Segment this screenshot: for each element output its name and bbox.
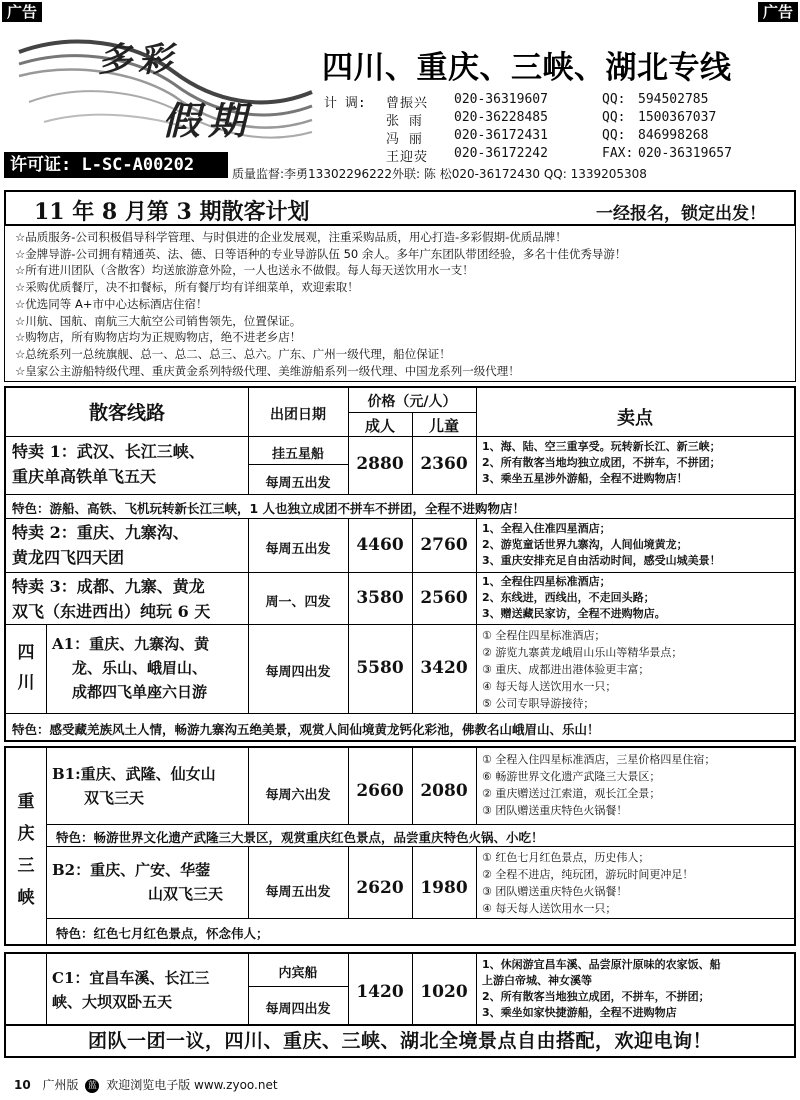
contact-fax-label: FAX: — [602, 146, 634, 161]
header-date: 出团日期 — [270, 407, 326, 423]
point-item: 2、所有散客当地均独立成团，不拼车，不拼团； — [482, 456, 721, 469]
route-line: 峡、大坝双卧五天 — [52, 993, 173, 1011]
tour-c1-adult-price: 1420 — [356, 982, 404, 1002]
bottom-banner: 团队一团一议，四川、重庆、三峡、湖北全境景点自由搭配，欢迎电询！ — [4, 1024, 796, 1058]
contact-name: 张 雨 — [386, 114, 423, 129]
tour-a1-points — [482, 627, 792, 712]
route-line: A1：重庆、九寨沟、黄 — [52, 635, 210, 653]
tour-table-hubei — [4, 952, 796, 1024]
region-chongqing-sanxia — [6, 786, 46, 914]
feature-item: ☆皇家公主游船特级代理、重庆黄金系列特级代理、美维游船系列一级代理、中国龙系列一级代理！ — [15, 363, 520, 378]
duocai-logo — [14, 32, 314, 150]
header-price: 价格（元/人） — [367, 394, 457, 410]
route-line: 山双飞三天 — [148, 885, 224, 903]
point-item: ③ 重庆、成都进出港体验更丰富； — [482, 663, 650, 676]
region-char: 川 — [17, 673, 35, 693]
region-char: 三 — [17, 856, 35, 876]
ad-label-right: 广告 — [758, 2, 798, 22]
tour-t1-special: 特色：游船、高铁、飞机玩转新长江三峡，1 人也独立成团不拼车不拼团，全程不进购物店！ — [12, 501, 526, 516]
contact-name: 冯 丽 — [386, 132, 423, 147]
tour-t1-points — [482, 439, 792, 487]
tour-b2-child-price: 1980 — [420, 878, 468, 898]
contact-phone: 020-36172242 — [454, 146, 548, 161]
paper-edition: 广州版 — [42, 1078, 79, 1092]
point-item: ⑥ 畅游世界文化遗产武隆三大景区； — [482, 770, 661, 783]
tour-a1-date: 每周四出发 — [265, 665, 331, 680]
route-line: B1:重庆、武隆、仙女山 — [52, 765, 216, 783]
tour-b1-special: 特色：畅游世界文化遗产武隆三大景区，观赏重庆红色景点，品尝重庆特色火锅、小吃！ — [56, 830, 544, 845]
region-char: 重 — [17, 792, 35, 812]
point-item: ① 红色七月红色景点，历史伟人； — [482, 851, 650, 864]
tour-b2-points — [482, 849, 792, 917]
logo-text-duocai: 多彩 — [98, 40, 178, 80]
point-item: 2、游览童话世界九寨沟，人间仙境黄龙； — [482, 538, 688, 551]
tour-t3-route — [12, 574, 210, 624]
tour-t2-adult-price: 4460 — [356, 535, 404, 555]
tour-table-chongqing — [4, 746, 796, 946]
tour-t3-points — [482, 574, 792, 622]
feature-item: ☆品质服务-公司积极倡导科学管理、与时俱进的企业发展观，注重采购品质，用心打造-多彩假期-优质品牌！ — [15, 230, 567, 244]
footer-website: 欢迎浏览电子版 www.zyoo.net — [106, 1078, 278, 1092]
tour-b2-route — [52, 858, 223, 906]
route-line: 黄龙四飞四天团 — [12, 548, 125, 567]
point-item: ② 重庆赠送过江索道，观长江全景； — [482, 787, 661, 800]
contact-phone: 020-36228485 — [454, 110, 548, 125]
license-badge: 许可证: L-SC-A00202 — [4, 152, 228, 178]
tour-c1-date: 每周四出发 — [265, 1002, 331, 1017]
point-item: 1、休闲游宜昌车溪、品尝原汁原味的农家饭、船 — [482, 958, 721, 971]
tour-t2-date: 每周五出发 — [265, 542, 331, 557]
contact-qq-label: QQ: — [602, 110, 626, 125]
feature-item: ☆总统系列一总统旗舰、总一、总二、总三、总六。广东、广州一级代理，船位保证！ — [15, 346, 451, 361]
contact-name: 曾振兴 — [386, 96, 429, 111]
feature-item: ☆金牌导游-公司拥有精通英、法、德、日等语种的专业导游队伍 50 余人。多年广东团队带团经验，多名十佳优秀导游！ — [15, 246, 627, 261]
route-line: 成都四飞单座六日游 — [72, 683, 208, 701]
route-line: 特卖 1：武汉、长江三峡、 — [12, 442, 205, 461]
point-item: ③ 团队赠送重庆特色火锅餐！ — [482, 804, 628, 817]
point-item: 1、全程住四星标准酒店； — [482, 575, 611, 588]
contact-fax: 020-36319657 — [638, 146, 732, 161]
contact-phone: 020-36319607 — [454, 92, 548, 107]
point-item: 3、乘坐如家快捷游船，全程不进购物店 — [482, 1006, 677, 1019]
region-sichuan — [6, 638, 46, 698]
tour-b1-adult-price: 2660 — [356, 781, 404, 801]
tour-a1-child-price: 3420 — [420, 658, 468, 678]
point-item: 1、海、陆、空三重享受。玩转新长江、新三峡； — [482, 440, 721, 453]
header-selling-points: 卖点 — [617, 408, 653, 429]
point-item: 3、赠送藏民家访，全程不进购物店。 — [482, 607, 666, 620]
feature-item: ☆优选同等 A+市中心达标酒店住宿！ — [15, 296, 208, 311]
tour-t2-child-price: 2760 — [420, 535, 468, 555]
edition-badge-icon: 蓝 — [85, 1079, 99, 1093]
feature-item: ☆购物店，所有购物店均为正规购物店，绝不进老乡店！ — [15, 330, 302, 345]
header-child: 儿童 — [428, 417, 459, 435]
tour-b2-date: 每周五出发 — [265, 885, 331, 900]
tour-c1-points — [482, 957, 792, 1021]
slogan: 一经报名，锁定出发！ — [596, 204, 766, 224]
page-number: 10 — [14, 1078, 31, 1092]
point-item: ④ 每天每人送饮用水一只； — [482, 902, 617, 915]
tour-c1-route — [52, 966, 209, 1014]
region-char: 峡 — [17, 888, 35, 908]
tour-t1-adult-price: 2880 — [356, 454, 404, 474]
tour-t2-route — [12, 520, 189, 570]
contact-qq-label: QQ: — [602, 128, 626, 143]
point-item: 2、所有散客当地独立成团，不拼车，不拼团； — [482, 990, 710, 1003]
ad-label-left: 广告 — [2, 2, 42, 22]
point-item: 2、东线进，西线出，不走回头路； — [482, 591, 655, 604]
route-line: 双飞三天 — [84, 789, 145, 807]
point-item: ④ 每天每人送饮用水一只； — [482, 680, 617, 693]
tour-a1-adult-price: 5580 — [356, 658, 404, 678]
route-line: C1：宜昌车溪、长江三 — [52, 969, 210, 987]
tour-b2-special: 特色：红色七月红色景点，怀念伟人； — [56, 926, 269, 941]
point-item: ② 全程不进店，纯玩团，游玩时间更冲足！ — [482, 868, 694, 881]
point-item: ② 游览九寨黄龙峨眉山乐山等精华景点； — [482, 646, 683, 659]
region-char: 庆 — [17, 824, 35, 844]
tour-t3-date: 周一、四发 — [265, 595, 331, 610]
tour-b1-child-price: 2080 — [420, 781, 468, 801]
tour-t1-date: 每周五出发 — [265, 476, 331, 491]
logo-text-jiaqi: 假期 — [162, 98, 255, 143]
tour-t3-child-price: 2560 — [420, 588, 468, 608]
tour-a1-route — [52, 632, 209, 704]
route-line: 双飞（东进西出）纯玩 6 天 — [12, 602, 211, 621]
tour-t1-child-price: 2360 — [420, 454, 468, 474]
contact-qq: 594502785 — [638, 92, 709, 107]
tour-b2-adult-price: 2620 — [356, 878, 404, 898]
header-route: 散客线路 — [88, 402, 165, 424]
plan-title: 11 年 8 月第 3 期散客计划 — [34, 199, 310, 225]
tour-t1-ship: 挂五星船 — [271, 447, 324, 462]
tour-t1-route — [12, 439, 205, 489]
point-item: ① 全程住四星标准酒店； — [482, 629, 606, 642]
tour-b1-date: 每周六出发 — [265, 788, 331, 803]
contact-qq-label: QQ: — [602, 92, 626, 107]
header-adult: 成人 — [364, 417, 395, 435]
route-line: 特卖 2：重庆、九寨沟、 — [12, 523, 189, 542]
tour-t3-adult-price: 3580 — [356, 588, 404, 608]
route-line: 特卖 3：成都、九寨、黄龙 — [12, 577, 205, 596]
point-item: 上游白帝城、神女溪等 — [482, 974, 592, 987]
tour-c1-ship: 内宾船 — [278, 966, 318, 981]
page-footer — [14, 1076, 278, 1093]
point-item: ① 全程入住四星标准酒店，三星价格四星住宿； — [482, 753, 716, 766]
region-char: 四 — [17, 643, 35, 663]
contact-name: 王迎荧 — [386, 150, 429, 165]
contact-phone: 020-36172431 — [454, 128, 548, 143]
contact-qq: 1500367037 — [638, 110, 717, 125]
feature-item: ☆采购优质餐厅，决不扣餐标，所有餐厅均有详细菜单，欢迎索取！ — [15, 280, 359, 295]
tour-b1-route — [52, 762, 216, 810]
feature-item: ☆所有进川团队（含散客）均送旅游意外险，一人也送永不做假。每人每天送饮用水一支！ — [15, 263, 474, 278]
tour-table-sichuan — [4, 386, 796, 742]
feature-list — [4, 226, 796, 382]
tour-t2-points — [482, 521, 792, 569]
route-line: B2：重庆、广安、华蓥 — [52, 861, 211, 879]
headline: 四川、重庆、三峡、湖北专线 — [322, 50, 732, 86]
plan-title-box — [4, 190, 796, 226]
contact-qq: 846998268 — [638, 128, 709, 143]
point-item: 1、全程入住准四星酒店； — [482, 522, 611, 535]
feature-item: ☆川航、国航、南航三大航空公司销售领先，位置保证。 — [15, 313, 302, 328]
point-item: ③ 团队赠送重庆特色火锅餐！ — [482, 885, 628, 898]
contact-label: 计 调: — [324, 96, 366, 111]
route-line: 龙、乐山、峨眉山、 — [72, 659, 208, 677]
quality-supervision: 质量监督:李勇13302296222外联: 陈 松020-36172430 QQ: 1339205308 — [232, 167, 647, 181]
tour-c1-child-price: 1020 — [420, 982, 468, 1002]
point-item: ⑤ 公司专职导游接待； — [482, 697, 595, 710]
route-line: 重庆单高铁单飞五天 — [12, 467, 157, 486]
point-item: 3、乘坐五星涉外游船，全程不进购物店！ — [482, 472, 688, 485]
point-item: 3、重庆安排充足自由活动时间，感受山城美景！ — [482, 554, 721, 567]
tour-b1-points — [482, 751, 792, 819]
tour-a1-special: 特色：感受藏羌族风土人情，畅游九寨沟五绝美景，观赏人间仙境黄龙钙化彩池，佛教名山峨眉山、乐山！ — [12, 722, 600, 737]
